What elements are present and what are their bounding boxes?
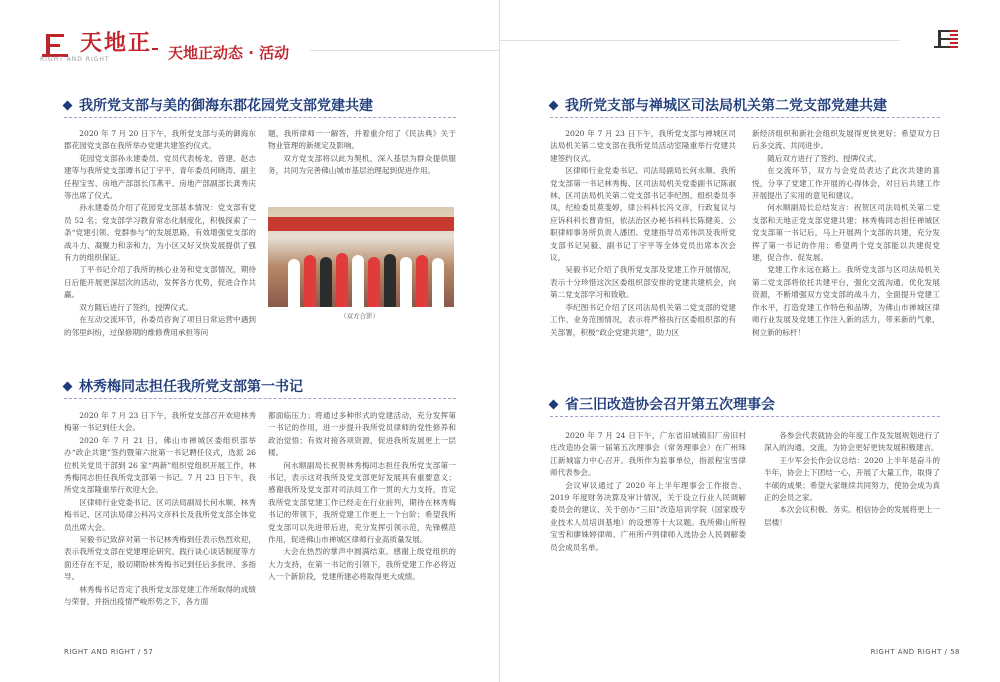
article-title xyxy=(550,95,887,115)
paragraph: 题，我所律师一一解答，并着重介绍了《民法典》关于物业管理的新规定及影响。 xyxy=(268,129,456,151)
title-underline xyxy=(64,117,456,118)
title-underline xyxy=(550,416,940,417)
article-title-text: 省三旧改造协会召开第五次理事会 xyxy=(565,397,775,413)
page-footer: RIGHT AND RIGHT / 57 xyxy=(64,648,154,656)
paragraph: 2020 年 7 月 23 日下午，我所党支部召开欢迎林秀梅第一书记到任大会。 xyxy=(64,411,256,433)
article-title-text: 我所党支部与禅城区司法局机关第二党支部党建共建 xyxy=(565,98,887,114)
diamond-bullet-icon xyxy=(549,100,559,110)
diamond-bullet-icon xyxy=(63,100,73,110)
title-underline xyxy=(550,117,940,118)
paragraph: 何水顺副局长祝贺林秀梅同志担任我所党支部第一书记，表示这对我所及党支部更好发展具有重要意义；感谢我所及党支部对司法局工作一贯的大力支持，肯定我所党支部党建工作已经走在行业前列，期待在林秀梅书记的带领下，我所党建工作更上一个台阶；希望我所党支部可以先进带后进，充分发挥引领示范，先锋模范作用，促进佛山市禅城区律师行业高质量发展。 xyxy=(268,460,456,545)
logo-subtitle: RIGHT AND RIGHT xyxy=(40,56,110,63)
paragraph: 双方随后进行了签约，授牌仪式。 xyxy=(79,302,194,312)
article-column xyxy=(764,430,940,529)
paragraph: 党建工作永远在路上。我所党支部与区司法局机关第二党支部将依托共建平台，强化交流沟通，优化发展资源，不断增强双方党支部的战斗力，全面提升党建工作水平，打造党建工作特色和品牌，为佛山市禅城区律师行业发展及党建工作注入新的活力，带来新的气象，树立新的标杆！ xyxy=(752,265,940,337)
paragraph: 区律师行业党委书记、区司法局副局长何水顺、林秀梅书记、区司法局律公科冯文彦科长及我所党支部全体党员出席大会。 xyxy=(64,497,256,532)
photo-caption: （双方合影） xyxy=(340,312,379,320)
title-underline xyxy=(64,398,456,399)
article-column xyxy=(64,410,256,609)
article-column xyxy=(550,430,746,554)
paragraph: 2020 年 7 月 24 日下午，广东省旧城镇旧厂房旧村庄改造协会第一届第五次理事会（常务理事会）在广州珠江新城富力中心召开。我所作为监事单位，指派程宝雪律师代表参会。 xyxy=(550,431,746,478)
article-column xyxy=(268,410,456,584)
logo-mark-icon xyxy=(934,26,960,50)
group-photo xyxy=(268,207,454,307)
diamond-bullet-icon xyxy=(549,399,559,409)
paragraph: 花园党支部孙永建委员、党员代表杨龙、曾建、赵志建等与我所党支部谭书记丁宇平、青年委员何晓涛、副主任程宝雪、房地产部部长邝燕平、房地产部副部长龚秀庆等出席了仪式。 xyxy=(64,153,256,201)
section-title: 天地正动态 · 活动 xyxy=(168,44,290,62)
paragraph: 2020 年 7 月 23 日下午，我所党支部与禅城区司法局机关第二党支部在我所党员活动室隆重举行党建共建签约仪式。 xyxy=(550,129,736,163)
header-rule xyxy=(500,40,900,41)
paragraph: 都面临压力；将通过多种形式的党建活动，充分发挥第一书记的作用，进一步提升我所党员律师的党性修养和政治觉悟；有效对接各项资源，促进我所发展更上一层楼。 xyxy=(268,411,456,458)
paragraph: 何水顺副局长总结发言：祝贺区司法局机关第二党支部和天地正党支部党建共建；林秀梅同志担任禅城区党支部第一书记后，马上开展两个支部的共建，充分发挥了第一书记的作用；希望两个党支部能以共建促党建，促合作、促发展。 xyxy=(752,203,940,263)
header-divider xyxy=(152,48,158,50)
article-title xyxy=(64,95,373,115)
paragraph: 2020 年 7 月 21 日，佛山市禅城区委组织部举办“政企共建”签约暨第六批第一书记聘任仪式，选派 26 位机关党员干部到 26 家“两新”组织党组织开展工作，林秀梅同志担任我所党支部第一书记。7 月 23 日下午，我所党支部隆重举行欢迎大会。 xyxy=(64,435,256,495)
paragraph: 本次会议积极、务实。相信协会的发展将更上一层楼！ xyxy=(764,505,940,527)
paragraph: 双方党支部将以此为契机，深入基层为群众提供服务，共同为完善佛山城市基层治理起到促进作用。 xyxy=(268,153,456,176)
paragraph: 大会在热烈的掌声中圆满结束。感谢上级党组织的大力支持，在第一书记的引领下，我所党建工作必将迈入一个新阶段，党建所建必将取得更大成绩。 xyxy=(268,547,456,582)
article-column xyxy=(550,128,736,339)
right-page xyxy=(500,0,1000,682)
paragraph: 吴毅书记介绍了我所党支部及党建工作开展情况，表示十分珍惜这次区委组织部安排的党建共建机会，向第二党支部学习和致敬。 xyxy=(550,265,736,300)
paragraph: 会议审议通过了 2020 年上半年理事会工作报告、2019 年度财务决算及审计情况，关于设立行业人民调解委员会的建议、关于创办“三旧”改造培训学院（国家级专业技术人员培训基地）的设想等十大议题。我所佛山所程宝雪和廖姝婷律师、广州所卢列律师入选协会人民调解委员会成员名单。 xyxy=(550,480,746,552)
paragraph: 吴毅书记致辞对第一书记林秀梅到任表示热烈欢迎，表示我所党支部在党建理论研究、践行谈心谈话制度等方面还存在不足，殷切期盼林秀梅书记到任后多批评、多指导。 xyxy=(64,535,256,582)
paragraph: 王少军会长作会议总结：2020 上半年是奋斗的半年，协会上下团结一心，开展了大量工作，取得了丰硕的成果；希望大家继续共同努力，使协会成为真正的会员之家。 xyxy=(764,455,940,503)
article-title-text: 林秀梅同志担任我所党支部第一书记 xyxy=(79,379,303,395)
paragraph: 各参会代表就协会的年度工作及发展规划进行了深入的沟通、交流，为协会更好更快发展积极建言。 xyxy=(764,431,940,453)
paragraph: 2020 年 7 月 20 日下午，我所党支部与美的御海东郡花园党支部在我所举办党建共建签约仪式。 xyxy=(64,129,256,151)
paragraph: 丁平书记介绍了我所的核心业务和党支部情况，期待日后能开展更深层次的活动，发挥各方优势，促进合作共赢。 xyxy=(64,265,256,300)
photo-banner xyxy=(268,217,454,231)
paragraph: 李纪图书记介绍了区司法局机关第二党支部的党建工作、业务范围情况，表示将严格执行区委组织部的有关部署，积极“政企党建共建”，助力区 xyxy=(550,302,736,337)
article-column xyxy=(64,128,256,339)
paragraph: 随后双方进行了签约、授牌仪式。 xyxy=(767,153,882,163)
article-column xyxy=(752,128,940,339)
logo-text: 天地正 xyxy=(80,30,153,56)
article-title-text: 我所党支部与美的御海东郡花园党支部党建共建 xyxy=(79,98,373,114)
page-footer: RIGHT AND RIGHT / 58 xyxy=(870,648,960,656)
diamond-bullet-icon xyxy=(63,381,73,391)
paragraph: 在互动交流环节，孙委员咨询了项目日常运营中遇到的邻里纠纷，过保修期的维修费用承担等问 xyxy=(64,315,256,337)
article-title xyxy=(64,376,303,396)
paragraph: 区律师行业党委书记、司法局副局长何水顺、我所党支部第一书记林秀梅、区司法局机关党委副书记陈淑林、区司法局机关第二党支部书记李纪图、组织委员李凤，纪检委员莫斐婷，律公科科长冯文彦，行政复议与应诉科科长曹青恒，依法治区办秘书科科长陈健美、公职律师事务所负责人潘团、党建指导员邓伟洪及我所党支部书记吴毅、副书记丁宇平等全体党员出席本次会议。 xyxy=(550,166,736,263)
header-rule xyxy=(310,50,500,51)
paragraph: 孙永建委员介绍了花园党支部基本情况：党支部有党员 52 名；党支部学习教育常态化制度化，积极探索了一条“党建引领、党群参与”的发展思路，有效增强党支部的战斗力、凝聚力和亲和力，为小区又好又快发展提供了强有力的组织保证。 xyxy=(64,203,256,263)
article-title xyxy=(550,394,775,414)
paragraph: 在交流环节，双方与会党员表达了此次共建的喜悦，分享了党建工作开展的心得体会，对日后共建工作开展提出了实用的意见和建议。 xyxy=(752,166,940,201)
paragraph: 林秀梅书记肯定了我所党支部党建工作所取得的成绩与荣誉，并指出疫情严峻形势之下，各方面 xyxy=(64,584,256,607)
paragraph: 新经济组织和新社会组织发展得更快更好；希望双方日后多交流、共同进步。 xyxy=(752,129,940,151)
article-column xyxy=(268,128,456,178)
